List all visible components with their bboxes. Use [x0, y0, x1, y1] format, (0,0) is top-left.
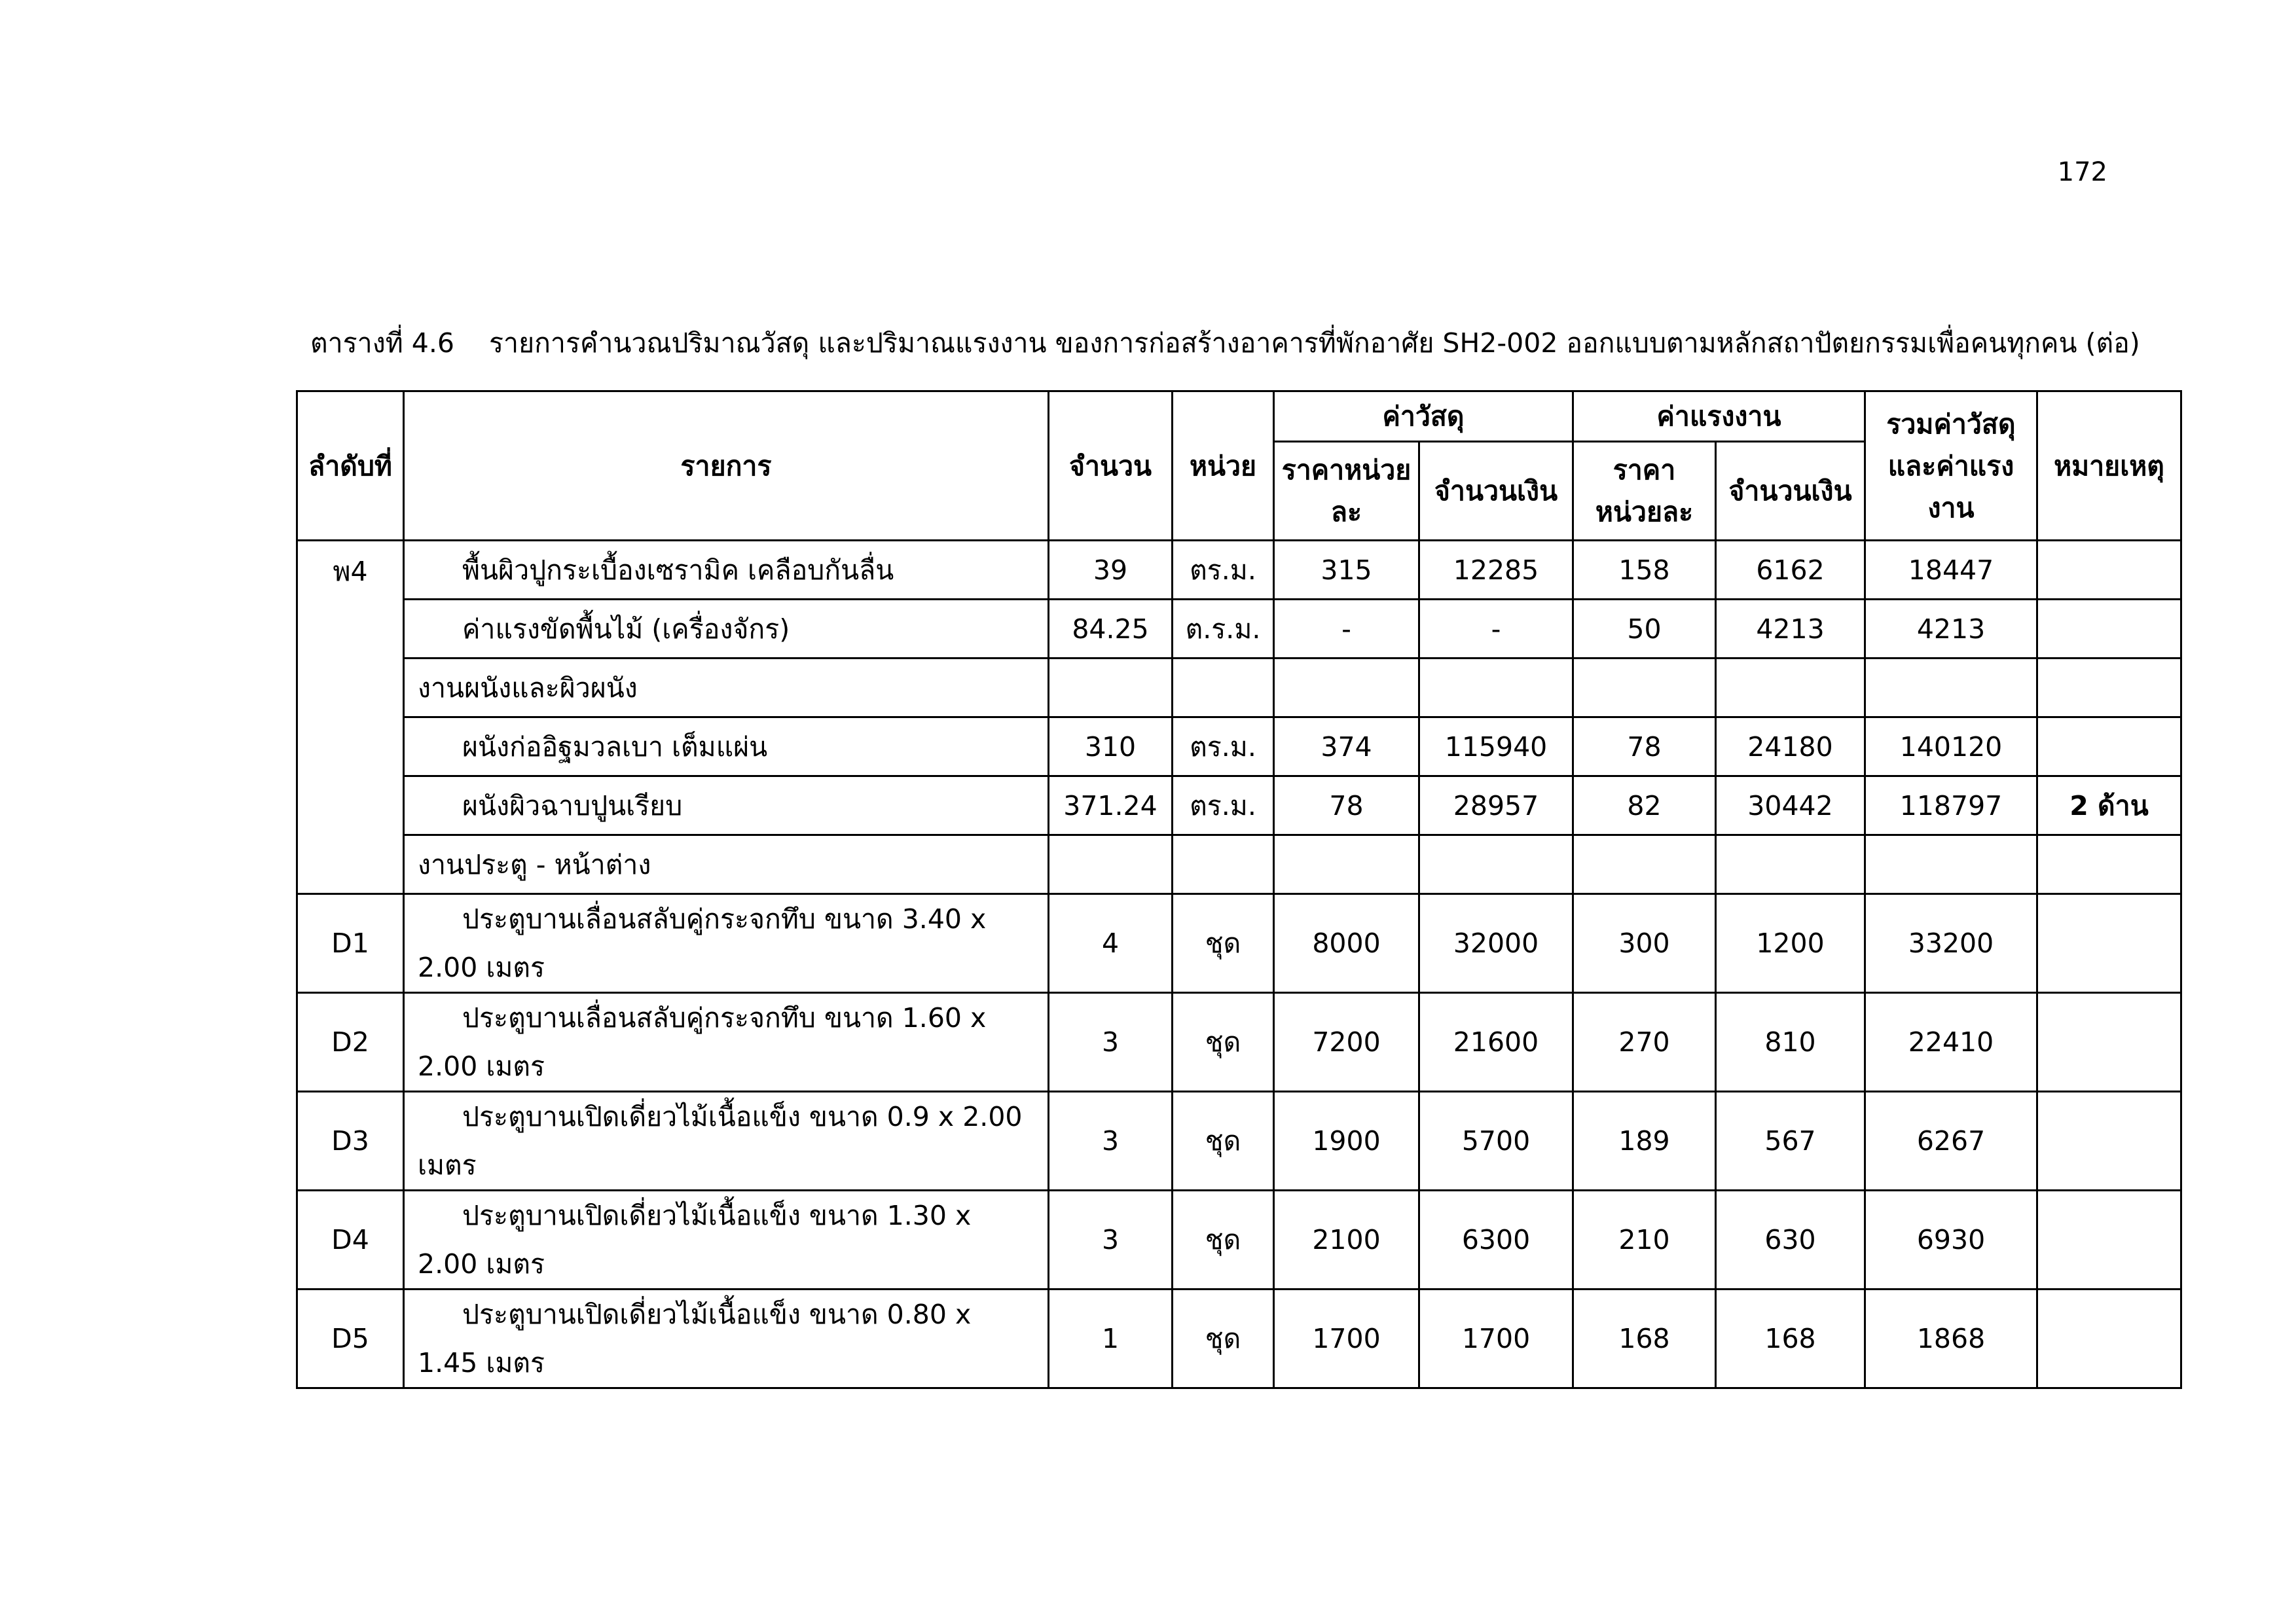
row-qty: 84.25: [1049, 600, 1173, 659]
row-labor-unit-price: [1573, 659, 1716, 717]
row-material-unit-price: 374: [1274, 717, 1419, 776]
row-material-unit-price: 8000: [1274, 894, 1419, 993]
row-remark: [2037, 993, 2181, 1092]
row-labor-amount: 810: [1716, 993, 1865, 1092]
table-row: [297, 894, 2181, 993]
row-code: D4: [297, 1191, 404, 1290]
row-qty: 1: [1049, 1290, 1173, 1388]
row-material-amount: 6300: [1419, 1191, 1573, 1290]
header-material-unit-price: ราคาหน่วยละ: [1274, 442, 1419, 541]
row-item: ค่าแรงขัดพื้นไม้ (เครื่องจักร): [404, 600, 1049, 659]
row-labor-unit-price: 158: [1573, 541, 1716, 600]
row-remark: [2037, 717, 2181, 776]
row-unit: ตร.ม.: [1173, 776, 1274, 835]
header-labor-amount: จำนวนเงิน: [1716, 442, 1865, 541]
row-labor-unit-price: [1573, 835, 1716, 894]
row-total: 6930: [1865, 1191, 2037, 1290]
row-item: ประตูบานเลื่อนสลับคู่กระจกทึบ ขนาด 3.40 x 2.00 เมตร: [404, 894, 1049, 993]
header-material: ค่าวัสดุ: [1274, 391, 1573, 442]
header-labor: ค่าแรงงาน: [1573, 391, 1865, 442]
row-total: 33200: [1865, 894, 2037, 993]
row-labor-unit-price: 50: [1573, 600, 1716, 659]
row-labor-amount: 24180: [1716, 717, 1865, 776]
row-labor-unit-price: 300: [1573, 894, 1716, 993]
table-row: [297, 776, 2181, 835]
row-material-amount: 5700: [1419, 1092, 1573, 1191]
row-material-amount: 28957: [1419, 776, 1573, 835]
row-labor-amount: 1200: [1716, 894, 1865, 993]
row-code: พ4: [297, 541, 404, 894]
row-total: 140120: [1865, 717, 2037, 776]
row-code: D2: [297, 993, 404, 1092]
row-labor-amount: [1716, 835, 1865, 894]
row-labor-unit-price: 210: [1573, 1191, 1716, 1290]
row-material-unit-price: 1700: [1274, 1290, 1419, 1388]
row-remark: [2037, 1191, 2181, 1290]
header-unit: หน่วย: [1173, 391, 1274, 541]
row-remark: [2037, 835, 2181, 894]
bill-of-quantities-table: [296, 390, 2182, 1389]
table-caption: [310, 322, 2140, 365]
row-labor-amount: 630: [1716, 1191, 1865, 1290]
row-material-unit-price: 78: [1274, 776, 1419, 835]
row-labor-unit-price: 270: [1573, 993, 1716, 1092]
header-seq: ลำดับที่: [297, 391, 404, 541]
row-material-amount: [1419, 659, 1573, 717]
row-qty: 371.24: [1049, 776, 1173, 835]
row-item: ประตูบานเลื่อนสลับคู่กระจกทึบ ขนาด 1.60 x 2.00 เมตร: [404, 993, 1049, 1092]
table-row: [297, 835, 2181, 894]
row-remark: [2037, 600, 2181, 659]
row-total: 18447: [1865, 541, 2037, 600]
page-number: 172: [2057, 157, 2107, 187]
row-total: 118797: [1865, 776, 2037, 835]
row-labor-amount: 567: [1716, 1092, 1865, 1191]
row-total: 22410: [1865, 993, 2037, 1092]
row-unit: [1173, 659, 1274, 717]
row-code: D3: [297, 1092, 404, 1191]
row-remark: 2 ด้าน: [2037, 776, 2181, 835]
row-material-amount: -: [1419, 600, 1573, 659]
caption-title: รายการคำนวณปริมาณวัสดุ และปริมาณแรงงาน ของการก่อสร้างอาคารที่พักอาศัย SH2-002 ออกแบบตามหลักสถาปัตยกรรมเพื่อคนทุกคน (ต่อ): [489, 327, 2140, 359]
row-code: D5: [297, 1290, 404, 1388]
row-labor-amount: 6162: [1716, 541, 1865, 600]
row-total: 6267: [1865, 1092, 2037, 1191]
row-labor-amount: 4213: [1716, 600, 1865, 659]
row-material-unit-price: -: [1274, 600, 1419, 659]
table-row: [297, 1290, 2181, 1388]
header-total: รวมค่าวัสดุและค่าแรงงาน: [1865, 391, 2037, 541]
row-item: ผนังก่ออิฐมวลเบา เต็มแผ่น: [404, 717, 1049, 776]
row-material-unit-price: 2100: [1274, 1191, 1419, 1290]
row-labor-amount: 168: [1716, 1290, 1865, 1388]
row-material-unit-price: 1900: [1274, 1092, 1419, 1191]
table-row: [297, 600, 2181, 659]
row-item: พื้นผิวปูกระเบื้องเซรามิค เคลือบกันลื่น: [404, 541, 1049, 600]
row-labor-unit-price: 78: [1573, 717, 1716, 776]
row-material-amount: 115940: [1419, 717, 1573, 776]
row-material-amount: 1700: [1419, 1290, 1573, 1388]
header-material-amount: จำนวนเงิน: [1419, 442, 1573, 541]
caption-number: ตารางที่ 4.6: [310, 327, 454, 359]
row-remark: [2037, 1290, 2181, 1388]
row-unit: [1173, 835, 1274, 894]
row-qty: 310: [1049, 717, 1173, 776]
row-unit: ชุด: [1173, 993, 1274, 1092]
row-section-heading: งานผนังและผิวผนัง: [404, 659, 1049, 717]
row-qty: 3: [1049, 1191, 1173, 1290]
row-code: D1: [297, 894, 404, 993]
row-section-heading: งานประตู - หน้าต่าง: [404, 835, 1049, 894]
row-qty: [1049, 835, 1173, 894]
row-unit: ตร.ม.: [1173, 541, 1274, 600]
row-item: ผนังผิวฉาบปูนเรียบ: [404, 776, 1049, 835]
table-row: [297, 1191, 2181, 1290]
row-item: ประตูบานเปิดเดี่ยวไม้เนื้อแข็ง ขนาด 0.9 x 2.00 เมตร: [404, 1092, 1049, 1191]
row-total: [1865, 835, 2037, 894]
table-row: [297, 717, 2181, 776]
row-remark: [2037, 894, 2181, 993]
row-material-amount: 21600: [1419, 993, 1573, 1092]
row-item: ประตูบานเปิดเดี่ยวไม้เนื้อแข็ง ขนาด 1.30 x 2.00 เมตร: [404, 1191, 1049, 1290]
row-labor-unit-price: 168: [1573, 1290, 1716, 1388]
header-item: รายการ: [404, 391, 1049, 541]
row-labor-amount: [1716, 659, 1865, 717]
row-unit: ชุด: [1173, 1092, 1274, 1191]
row-qty: 3: [1049, 1092, 1173, 1191]
row-qty: 39: [1049, 541, 1173, 600]
row-unit: ชุด: [1173, 1290, 1274, 1388]
row-item: ประตูบานเปิดเดี่ยวไม้เนื้อแข็ง ขนาด 0.80 x 1.45 เมตร: [404, 1290, 1049, 1388]
header-qty: จำนวน: [1049, 391, 1173, 541]
row-remark: [2037, 659, 2181, 717]
row-total: [1865, 659, 2037, 717]
row-material-unit-price: [1274, 659, 1419, 717]
header-labor-unit-price: ราคาหน่วยละ: [1573, 442, 1716, 541]
row-unit: ตร.ม.: [1173, 717, 1274, 776]
row-remark: [2037, 1092, 2181, 1191]
header-remark: หมายเหตุ: [2037, 391, 2181, 541]
table-row: [297, 659, 2181, 717]
table-row: [297, 993, 2181, 1092]
row-material-amount: 12285: [1419, 541, 1573, 600]
row-unit: ชุด: [1173, 894, 1274, 993]
row-unit: ชุด: [1173, 1191, 1274, 1290]
row-unit: ต.ร.ม.: [1173, 600, 1274, 659]
row-material-amount: [1419, 835, 1573, 894]
row-labor-amount: 30442: [1716, 776, 1865, 835]
row-material-unit-price: 315: [1274, 541, 1419, 600]
row-labor-unit-price: 82: [1573, 776, 1716, 835]
row-qty: 4: [1049, 894, 1173, 993]
table-row: [297, 541, 2181, 600]
row-total: 4213: [1865, 600, 2037, 659]
row-total: 1868: [1865, 1290, 2037, 1388]
row-qty: [1049, 659, 1173, 717]
row-material-amount: 32000: [1419, 894, 1573, 993]
table-row: [297, 1092, 2181, 1191]
row-material-unit-price: 7200: [1274, 993, 1419, 1092]
row-labor-unit-price: 189: [1573, 1092, 1716, 1191]
row-remark: [2037, 541, 2181, 600]
row-material-unit-price: [1274, 835, 1419, 894]
row-qty: 3: [1049, 993, 1173, 1092]
